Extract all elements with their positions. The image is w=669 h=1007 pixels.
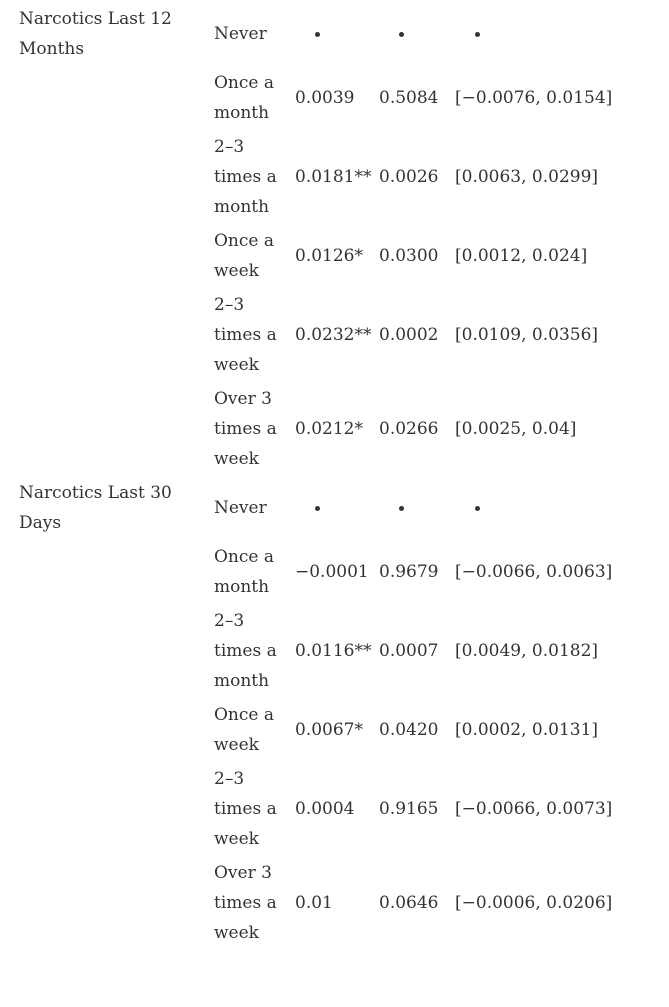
coefficient-cell: 0.0181** bbox=[295, 167, 372, 187]
coefficient-cell: 0.0232** bbox=[295, 325, 372, 345]
category-label: Over 3 times a week bbox=[214, 863, 277, 943]
confidence-interval-cell: [−0.0006, 0.0206] bbox=[455, 893, 613, 913]
p-value-cell: 0.0007 bbox=[379, 641, 439, 661]
confidence-interval-cell: [0.0049, 0.0182] bbox=[455, 641, 599, 661]
p-value-cell: 0.0266 bbox=[379, 419, 439, 439]
confidence-interval-cell: [0.0109, 0.0356] bbox=[455, 325, 599, 345]
category-label: 2–3 times a week bbox=[214, 769, 277, 849]
category-label: Never bbox=[214, 498, 267, 518]
coefficient-cell: 0.0212* bbox=[295, 419, 363, 439]
results-table bbox=[10, 2, 665, 950]
p-value-cell bbox=[379, 2, 455, 66]
p-value-cell: 0.0026 bbox=[379, 167, 439, 187]
coefficient-cell: −0.0001 bbox=[295, 562, 369, 582]
category-label: Once a week bbox=[214, 231, 275, 281]
coefficient-cell: 0.0116** bbox=[295, 641, 372, 661]
confidence-interval-cell: [−0.0076, 0.0154] bbox=[455, 88, 613, 108]
confidence-interval-cell: [0.0025, 0.04] bbox=[455, 419, 577, 439]
p-value-cell: 0.0002 bbox=[379, 325, 439, 345]
confidence-interval-cell bbox=[455, 2, 665, 66]
p-value-cell bbox=[379, 476, 455, 540]
confidence-interval-cell bbox=[455, 476, 665, 540]
reference-dot-icon bbox=[315, 32, 320, 37]
p-value-cell: 0.9165 bbox=[379, 799, 439, 819]
coefficient-cell bbox=[295, 476, 379, 540]
p-value-cell: 0.0300 bbox=[379, 246, 439, 266]
confidence-interval-cell: [0.0063, 0.0299] bbox=[455, 167, 599, 187]
reference-dot-icon bbox=[399, 506, 404, 511]
confidence-interval-cell: [0.0012, 0.024] bbox=[455, 246, 588, 266]
table-row bbox=[10, 2, 665, 66]
coefficient-cell: 0.0004 bbox=[295, 799, 355, 819]
p-value-cell: 0.0646 bbox=[379, 893, 439, 913]
variable-label: Narcotics Last 12 Months bbox=[19, 9, 172, 59]
confidence-interval-cell: [−0.0066, 0.0063] bbox=[455, 562, 613, 582]
p-value-cell: 0.5084 bbox=[379, 88, 439, 108]
category-label: Once a week bbox=[214, 705, 275, 755]
coefficient-cell: 0.0067* bbox=[295, 720, 363, 740]
confidence-interval-cell: [−0.0066, 0.0073] bbox=[455, 799, 613, 819]
category-label: 2–3 times a week bbox=[214, 295, 277, 375]
category-label: 2–3 times a month bbox=[214, 611, 277, 691]
category-label: Once a month bbox=[214, 73, 275, 123]
variable-label: Narcotics Last 30 Days bbox=[19, 483, 172, 533]
p-value-cell: 0.0420 bbox=[379, 720, 439, 740]
p-value-cell: 0.9679 bbox=[379, 562, 439, 582]
coefficient-cell: 0.01 bbox=[295, 893, 333, 913]
reference-dot-icon bbox=[399, 32, 404, 37]
table-row bbox=[10, 476, 665, 540]
coefficient-cell: 0.0126* bbox=[295, 246, 363, 266]
category-label: Over 3 times a week bbox=[214, 389, 277, 469]
coefficient-cell: 0.0039 bbox=[295, 88, 355, 108]
reference-dot-icon bbox=[475, 506, 480, 511]
reference-dot-icon bbox=[315, 506, 320, 511]
coefficient-cell bbox=[295, 2, 379, 66]
category-label: Once a month bbox=[214, 547, 275, 597]
reference-dot-icon bbox=[475, 32, 480, 37]
category-label: 2–3 times a month bbox=[214, 137, 277, 217]
category-label: Never bbox=[214, 24, 267, 44]
confidence-interval-cell: [0.0002, 0.0131] bbox=[455, 720, 599, 740]
